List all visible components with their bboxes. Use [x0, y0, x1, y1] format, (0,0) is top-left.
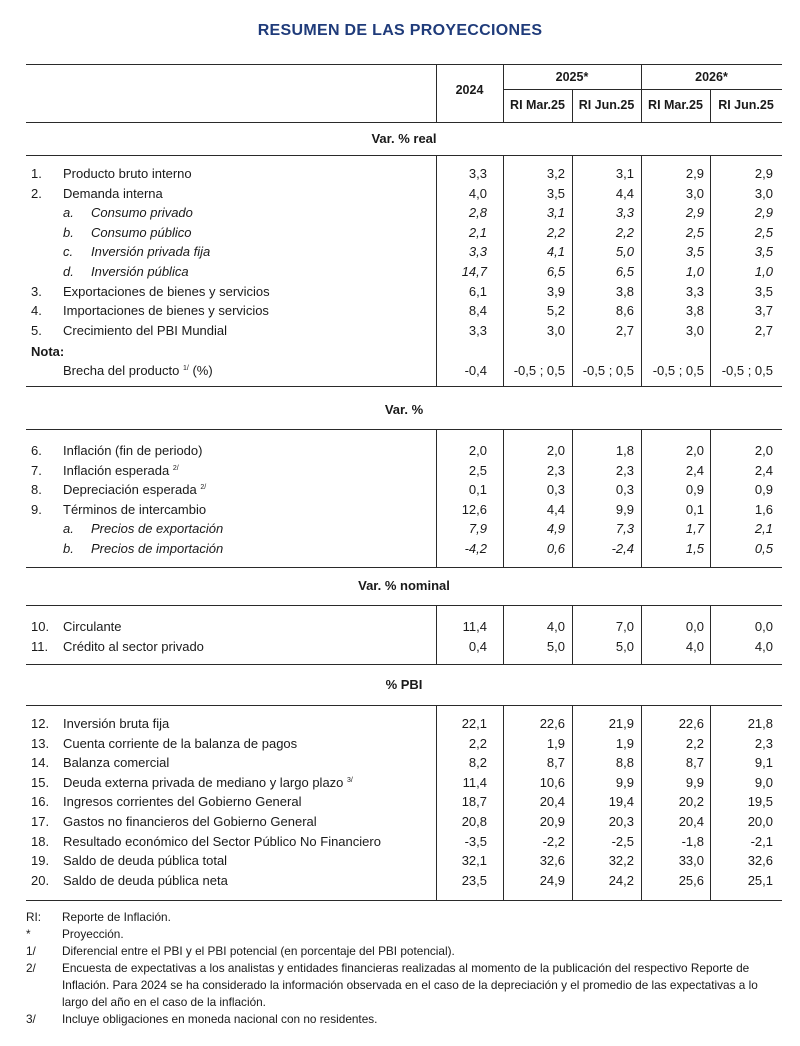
table-row	[26, 480, 782, 500]
value-cell: 2,3	[754, 735, 773, 751]
row-number: 20.	[31, 872, 50, 888]
value-cell: 10,6	[539, 774, 565, 790]
value-cell: 24,2	[608, 872, 634, 888]
row-label	[63, 851, 227, 871]
value-cell: 32,6	[539, 853, 565, 869]
table-row	[26, 441, 782, 461]
value-cell: -3,5	[464, 833, 487, 849]
footnote-text: Diferencial entre el PBI y el PBI potencial (en porcentaje del PBI potencial).	[62, 944, 455, 958]
row-number: 6.	[31, 443, 42, 458]
footnote-key: *	[26, 927, 31, 941]
value-cell: 19,5	[747, 794, 773, 810]
section-rule	[26, 605, 782, 606]
row-label: Precios de importación	[91, 541, 224, 556]
value-cell: -0,5 ; 0,5	[513, 363, 565, 378]
value-cell: 3,5	[754, 283, 773, 299]
value-cell: 22,6	[539, 716, 565, 731]
sub-item-letter: b.	[63, 541, 74, 556]
value-cell: -0,5 ; 0,5	[721, 363, 773, 378]
value-cell: 4,4	[546, 501, 565, 517]
footnote-text: Encuesta de expectativas a los analistas y entidades financieras realizadas al momento de la publicación del respectivo Reporte de Inflación. Para 2024 se ha considerado la información observada en el caso de la depreciación y el promedio de las expectativas a lo largo del año en el caso de la inflación.	[62, 961, 758, 1009]
value-cell: 22,6	[678, 716, 704, 731]
value-cell: 8,4	[468, 303, 487, 319]
footnote-ref: 1/	[182, 365, 189, 372]
value-cell: 25,1	[747, 872, 773, 888]
value-cell: 2,1	[754, 521, 773, 537]
value-cell: 7,0	[615, 619, 634, 634]
value-cell: 9,9	[615, 501, 634, 517]
value-cell: 3,9	[546, 283, 565, 299]
footnote-ref: 3/	[347, 776, 353, 784]
table-row	[26, 282, 782, 302]
row-label: Consumo público	[91, 224, 192, 240]
value-cell: 0,0	[754, 619, 773, 634]
row-number: 15.	[31, 774, 50, 790]
section-label: % PBI	[385, 677, 423, 692]
value-cell: -4,2	[464, 541, 487, 556]
value-cell: 2,2	[468, 735, 487, 751]
table-row	[26, 321, 782, 341]
row-number: 16.	[31, 794, 50, 810]
row-label	[63, 734, 297, 754]
row-label	[63, 301, 269, 321]
value-cell: 2,7	[615, 322, 634, 338]
value-cell: 0,1	[468, 482, 487, 498]
value-cell: 1,0	[685, 264, 704, 279]
value-cell: -0,5 ; 0,5	[652, 363, 704, 378]
value-cell: 3,0	[546, 322, 565, 338]
section-end-rule	[26, 386, 782, 387]
row-label-text: Gastos no financieros del Gobierno General	[63, 814, 317, 829]
value-cell: 8,6	[615, 303, 634, 319]
footnote-item	[26, 943, 782, 960]
header-2025-ri-jun: RI Jun.25	[578, 98, 635, 112]
footnote-item	[26, 1011, 782, 1028]
value-cell: 0,1	[685, 501, 704, 517]
row-label	[63, 480, 206, 500]
value-cell: 20,9	[539, 814, 565, 829]
row-label	[63, 792, 301, 812]
row-label-text: Producto bruto interno	[63, 166, 192, 181]
value-cell: 3,5	[546, 185, 565, 201]
value-cell: 20,3	[608, 814, 634, 829]
section-end-rule	[26, 567, 782, 568]
row-label	[63, 184, 163, 204]
value-cell: 0,3	[615, 482, 634, 498]
row-number: 12.	[31, 716, 50, 731]
row-number: 14.	[31, 755, 50, 771]
value-cell: 5,0	[615, 638, 634, 654]
value-cell: 11,4	[462, 619, 487, 634]
value-cell: 22,1	[461, 716, 487, 731]
row-label-text: Saldo de deuda pública neta	[63, 872, 228, 888]
value-cell: 0,5	[754, 541, 773, 556]
footnote-key: RI:	[26, 910, 42, 924]
row-label-text: Importaciones de bienes y servicios	[63, 303, 269, 319]
value-cell: 32,6	[747, 853, 773, 869]
value-cell: 11,4	[462, 774, 487, 790]
value-cell: 21,9	[608, 716, 634, 731]
value-cell: 3,8	[615, 283, 634, 299]
value-cell: 0,9	[754, 482, 773, 498]
value-cell: 32,2	[608, 853, 634, 869]
value-cell: 23,5	[461, 872, 487, 888]
table-row	[26, 617, 782, 637]
value-cell: 1,6	[754, 501, 773, 517]
row-label: Precios de exportación	[91, 521, 224, 537]
value-cell: 2,4	[685, 462, 704, 478]
row-label	[63, 164, 192, 184]
row-label	[63, 617, 122, 637]
value-cell: 0,4	[468, 638, 487, 654]
value-cell: 9,0	[754, 774, 773, 790]
footnote-text: Reporte de Inflación.	[62, 910, 171, 924]
row-label: Inversión pública	[91, 264, 189, 279]
table-row	[26, 792, 782, 812]
value-cell: 20,4	[539, 794, 565, 810]
value-cell: 9,1	[754, 755, 773, 771]
value-cell: 1,8	[615, 443, 634, 458]
footnote-key: 3/	[26, 1012, 36, 1026]
section-end-rule	[26, 664, 782, 665]
table-row	[26, 812, 782, 832]
row-label	[63, 637, 204, 657]
value-cell: 1,0	[754, 264, 773, 279]
value-cell: -2,4	[611, 541, 634, 556]
table-row	[26, 262, 782, 282]
row-number: 10.	[31, 619, 50, 634]
table-row	[26, 500, 782, 520]
value-cell: 2,9	[685, 205, 704, 221]
nota-label	[26, 342, 782, 362]
row-label	[63, 500, 206, 520]
header-2025: 2025*	[555, 70, 589, 84]
row-label-text: Balanza comercial	[63, 755, 170, 771]
value-cell: 20,0	[747, 814, 773, 829]
value-cell: -2,1	[750, 833, 773, 849]
row-number: 4.	[31, 303, 42, 319]
row-label	[63, 871, 228, 891]
footnote-item	[26, 909, 782, 926]
value-cell: 2,2	[685, 735, 704, 751]
table-row	[26, 461, 782, 481]
sub-item-letter: b.	[63, 224, 74, 240]
value-cell: 3,3	[685, 283, 704, 299]
value-cell: 20,4	[678, 814, 704, 829]
row-label-text: Inversión bruta fija	[63, 716, 170, 731]
row-label-text: Demanda interna	[63, 185, 163, 201]
value-cell: 3,3	[615, 205, 634, 221]
value-cell: 8,7	[546, 755, 565, 771]
value-cell: 2,5	[685, 224, 704, 240]
value-cell: 18,7	[461, 794, 487, 810]
footnote-ref: 2/	[200, 484, 207, 492]
value-cell: 3,5	[754, 244, 773, 260]
value-cell: 8,7	[685, 755, 704, 771]
value-cell: 12,6	[461, 501, 487, 517]
row-label	[63, 773, 353, 793]
value-cell: 4,1	[546, 244, 565, 260]
section-rule	[26, 705, 782, 706]
value-cell: -0,5 ; 0,5	[582, 363, 634, 378]
value-cell: 2,3	[615, 462, 634, 478]
row-label-text: Resultado económico del Sector Público No Financiero	[63, 833, 381, 849]
table-row	[26, 519, 782, 539]
value-cell: 32,1	[461, 853, 487, 869]
table-row	[26, 871, 782, 891]
row-number: 17.	[31, 814, 50, 829]
table-row	[26, 714, 782, 734]
row-number: 8.	[31, 482, 42, 498]
value-cell: 14,7	[461, 264, 487, 279]
row-number: 7.	[31, 462, 42, 478]
value-cell: 3,7	[754, 303, 773, 319]
value-cell: 2,7	[754, 322, 773, 338]
value-cell: 21,8	[747, 716, 773, 731]
row-number: 5.	[31, 322, 42, 338]
row-number: 18.	[31, 833, 50, 849]
table-row	[26, 164, 782, 184]
value-cell: 2,8	[468, 205, 487, 221]
value-cell: 6,5	[615, 264, 634, 279]
row-label-text: Saldo de deuda pública total	[63, 853, 228, 869]
value-cell: 2,9	[754, 166, 773, 181]
row-label	[63, 282, 270, 302]
footnote-text: Proyección.	[62, 927, 124, 941]
value-cell: 2,0	[754, 443, 773, 458]
section-label: Var. % nominal	[358, 578, 450, 593]
table-row	[26, 242, 782, 262]
value-cell: 1,5	[685, 541, 704, 556]
row-number: 3.	[31, 283, 42, 299]
section-label: Var. % real	[371, 131, 437, 146]
table-row	[26, 203, 782, 223]
value-cell: 19,4	[608, 794, 634, 810]
value-cell: 1,9	[546, 735, 565, 751]
table-row-output-gap	[26, 361, 782, 381]
value-cell: 0,6	[546, 541, 565, 556]
value-cell: 8,8	[615, 755, 634, 771]
value-cell: 5,2	[546, 303, 565, 319]
row-number: 2.	[31, 185, 42, 201]
table-top-rule	[26, 64, 782, 65]
row-label-text: Términos de intercambio	[63, 501, 207, 517]
value-cell: 0,3	[546, 482, 565, 498]
header-column-divider	[572, 89, 573, 122]
row-number: 13.	[31, 735, 50, 751]
value-cell: 25,6	[678, 872, 704, 888]
header-2025-ri-mar: RI Mar.25	[510, 98, 565, 112]
value-cell: -1,8	[681, 833, 704, 849]
footnote-item	[26, 960, 782, 1011]
table-row	[26, 753, 782, 773]
value-cell: 7,3	[615, 521, 634, 537]
row-number: 11.	[31, 638, 49, 654]
row-label	[63, 753, 169, 773]
value-cell: 2,5	[468, 462, 487, 478]
value-cell: 0,9	[685, 482, 704, 498]
footnotes	[26, 909, 782, 1028]
value-cell: 6,5	[546, 264, 565, 279]
value-cell: 4,0	[754, 638, 773, 654]
value-cell: 2,0	[468, 443, 487, 458]
row-number: 19.	[31, 853, 50, 869]
value-cell: 2,2	[546, 224, 565, 240]
row-label	[63, 714, 169, 734]
value-cell: 6,1	[468, 283, 487, 299]
value-cell: 2,0	[685, 443, 704, 458]
value-cell: 3,1	[615, 166, 634, 181]
value-cell: 5,0	[615, 244, 634, 260]
section-rule	[26, 429, 782, 430]
value-cell: 2,4	[754, 462, 773, 478]
row-number: 9.	[31, 501, 42, 517]
section-label: Var. %	[384, 402, 424, 417]
value-cell: 3,1	[546, 205, 565, 221]
table-row	[26, 637, 782, 657]
row-label-text: Exportaciones de bienes y servicios	[63, 283, 270, 299]
sub-item-letter: a.	[63, 205, 74, 221]
value-cell: 0,0	[685, 619, 704, 634]
value-cell: 3,3	[468, 244, 487, 260]
section-end-rule	[26, 900, 782, 901]
footnote-key: 1/	[26, 944, 36, 958]
value-cell: 33,0	[678, 853, 704, 869]
value-cell: 4,4	[615, 185, 634, 201]
footnote-text: Incluye obligaciones en moneda nacional con no residentes.	[62, 1012, 378, 1026]
value-cell: -0,4	[464, 363, 487, 378]
row-label	[63, 812, 317, 832]
header-2026-ri-mar: RI Mar.25	[648, 98, 703, 112]
value-cell: 9,9	[685, 774, 704, 790]
value-cell: 3,8	[685, 303, 704, 319]
value-cell: 20,2	[678, 794, 704, 810]
header-column-divider	[436, 64, 437, 122]
row-label	[63, 321, 227, 341]
row-label-text: Crecimiento del PBI Mundial	[63, 322, 228, 338]
row-label-text: Depreciación esperada	[63, 482, 197, 498]
value-cell: 3,5	[685, 244, 704, 260]
section-rule	[26, 155, 782, 156]
value-cell: 2,9	[685, 166, 704, 181]
header-column-divider	[710, 89, 711, 122]
row-label-suffix: (%)	[192, 363, 213, 378]
value-cell: -2,5	[611, 833, 634, 849]
value-cell: 3,0	[685, 322, 704, 338]
header-2026-ri-jun: RI Jun.25	[718, 98, 774, 112]
row-label	[63, 441, 202, 461]
sub-item-letter: a.	[63, 521, 74, 537]
row-label: Consumo privado	[91, 205, 193, 221]
header-column-divider	[503, 64, 504, 122]
footnote-key: 2/	[26, 961, 36, 975]
value-cell: 4,0	[468, 185, 487, 201]
value-cell: 9,9	[615, 774, 634, 790]
value-cell: 2,9	[754, 205, 773, 221]
value-cell: 2,1	[468, 224, 487, 240]
value-cell: 2,0	[546, 443, 565, 458]
value-cell: 3,0	[754, 185, 773, 201]
value-cell: 1,9	[615, 735, 634, 751]
footnote-item	[26, 926, 782, 943]
row-label: Inversión privada fija	[91, 244, 211, 260]
row-label-text: Deuda externa privada de mediano y largo plazo	[63, 774, 344, 790]
value-cell: 24,9	[539, 872, 565, 888]
header-2024: 2024	[455, 83, 484, 97]
page-title: RESUMEN DE LAS PROYECCIONES	[257, 22, 543, 39]
value-cell: 7,9	[468, 521, 487, 537]
value-cell: 5,0	[546, 638, 565, 654]
row-label	[63, 461, 179, 481]
row-label-text: Ingresos corrientes del Gobierno General	[63, 794, 302, 810]
value-cell: 1,7	[685, 521, 704, 537]
value-cell: 8,2	[468, 755, 487, 771]
row-label-text: Inflación esperada	[63, 462, 170, 478]
table-row	[26, 301, 782, 321]
header-bottom-rule	[26, 122, 782, 123]
value-cell: 2,5	[754, 224, 773, 240]
value-cell: 3,3	[468, 322, 487, 338]
row-label-text: Crédito al sector privado	[63, 638, 204, 654]
header-column-divider	[641, 64, 642, 122]
subheader-rule	[503, 89, 782, 90]
value-cell: 20,8	[461, 814, 487, 829]
row-number: 1.	[31, 166, 42, 181]
value-cell: 3,0	[685, 185, 704, 201]
table-row	[26, 734, 782, 754]
value-cell: 4,0	[546, 619, 565, 634]
row-label-text: Circulante	[63, 619, 122, 634]
header-2026: 2026*	[695, 70, 728, 84]
table-row	[26, 223, 782, 243]
value-cell: -2,2	[542, 833, 565, 849]
table-row	[26, 832, 782, 852]
row-label	[63, 832, 381, 852]
row-label	[63, 361, 213, 381]
value-cell: 3,2	[546, 166, 565, 181]
nota-text: Nota:	[31, 344, 65, 359]
footnote-ref: 2/	[172, 464, 179, 472]
value-cell: 4,9	[546, 521, 565, 537]
row-label-text: Inflación (fin de periodo)	[63, 443, 203, 458]
sub-item-letter: d.	[63, 264, 74, 279]
table-row	[26, 539, 782, 559]
table-row	[26, 773, 782, 793]
row-label-text: Cuenta corriente de la balanza de pagos	[63, 735, 298, 751]
row-label-text: Brecha del producto	[63, 363, 180, 378]
value-cell: 4,0	[685, 638, 704, 654]
table-row	[26, 184, 782, 204]
sub-item-letter: c.	[63, 244, 74, 260]
value-cell: 2,3	[546, 462, 565, 478]
value-cell: 2,2	[615, 224, 634, 240]
value-cell: 3,3	[468, 166, 487, 181]
table-row	[26, 851, 782, 871]
